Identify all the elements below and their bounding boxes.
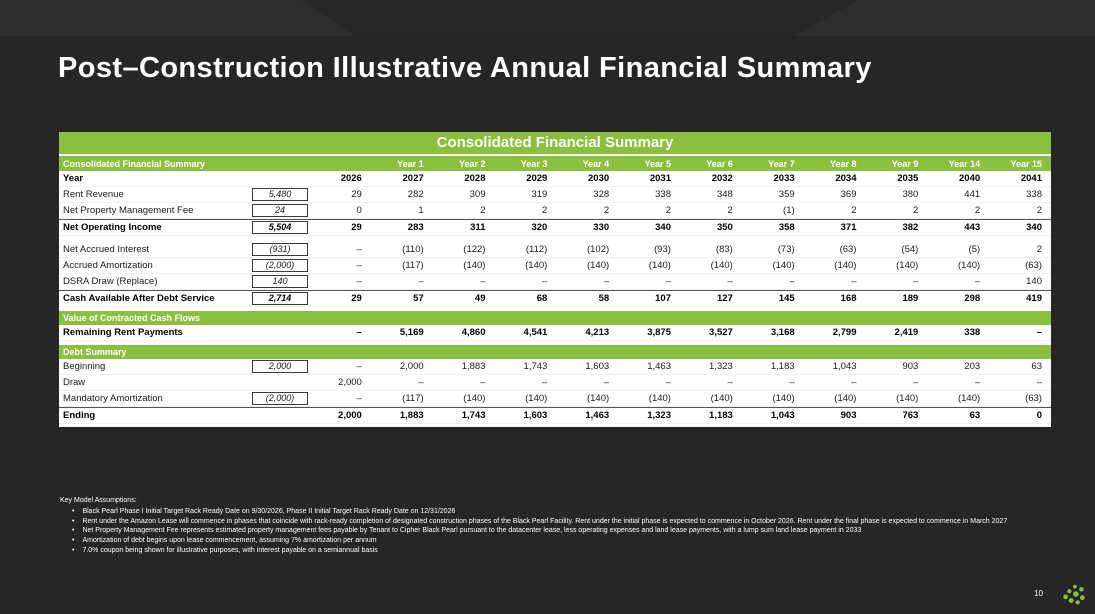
assumption-bullet: • Net Property Management Fee represents estimated property management fees payable by Tenant to Cipher Black Pearl pursuant to the datacenter lease, less operating expenses and land lease payments, with a lump sum land lease payment in 2033 — [60, 526, 1050, 536]
assumption-bullet: • Black Pearl Phase I Initial Target Rack Ready Date on 9/30/2026, Phase II Initial Target Rack Ready Date on 12/31/2026 — [60, 507, 1050, 517]
value-cell: 29 — [351, 189, 362, 200]
value-cell: – — [974, 276, 981, 287]
value-cell: – — [542, 377, 548, 388]
value-cell: 903 — [840, 410, 857, 421]
financial-summary-panel — [59, 132, 1051, 427]
value-cell: 1,883 — [399, 410, 424, 421]
year-column-header: Year 8 — [829, 158, 857, 169]
value-cell: 1,323 — [709, 361, 733, 372]
assumptions-list — [60, 507, 1050, 556]
value-cell: 338 — [964, 327, 981, 338]
value-cell: – — [418, 377, 424, 388]
value-cell: 282 — [407, 189, 424, 200]
value-cell: 4,541 — [523, 327, 548, 338]
value-cell: (63) — [839, 244, 857, 255]
table-header-label: Consolidated Financial Summary — [63, 158, 206, 169]
value-cell: 350 — [716, 222, 733, 233]
value-cell: 3,875 — [647, 327, 671, 338]
value-cell: 49 — [474, 293, 486, 304]
year-column-header: Year 1 — [397, 158, 424, 169]
assumption-box: 5,504 — [252, 221, 308, 234]
year-column-header: Year 15 — [1010, 158, 1042, 169]
value-cell: (112) — [525, 244, 548, 255]
value-cell: 29 — [351, 293, 362, 304]
value-cell: 338 — [1026, 189, 1042, 200]
value-cell: 903 — [902, 361, 919, 372]
cipher-logo-icon — [1061, 581, 1087, 607]
value-cell: 380 — [902, 189, 919, 200]
value-cell: (140) — [896, 393, 919, 404]
value-cell: 2032 — [711, 173, 733, 184]
value-cell: – — [1036, 377, 1042, 388]
value-cell: 1,043 — [770, 410, 795, 421]
table-row — [59, 242, 1051, 258]
year-column-header: Year 2 — [458, 158, 486, 169]
year-column-header: Year 4 — [582, 158, 610, 169]
value-cell: – — [542, 276, 548, 287]
table-row — [59, 203, 1051, 219]
assumption-cell — [251, 243, 309, 256]
value-cell: 319 — [531, 189, 548, 200]
row-label: Remaining Rent Payments — [63, 327, 183, 338]
year-column-header: Year 3 — [520, 158, 548, 169]
assumption-cell — [251, 360, 309, 373]
value-cell: (140) — [896, 260, 919, 271]
assumption-box: (931) — [252, 243, 308, 256]
row-label: Net Operating Income — [63, 222, 162, 233]
value-cell: 1,603 — [585, 361, 610, 372]
value-cell: 63 — [1031, 361, 1042, 372]
table-row — [59, 325, 1051, 341]
row-label: Ending — [63, 410, 96, 421]
value-cell: 441 — [964, 189, 981, 200]
value-cell: 58 — [598, 293, 610, 304]
table-row — [59, 187, 1051, 203]
value-cell: (63) — [1025, 260, 1042, 271]
value-cell: (140) — [772, 260, 795, 271]
value-cell: (140) — [834, 260, 857, 271]
value-cell: 298 — [964, 293, 981, 304]
assumption-box: 24 — [252, 204, 308, 217]
value-cell: 2,000 — [338, 377, 362, 388]
value-cell: 369 — [840, 189, 857, 200]
year-column-header: Year 6 — [706, 158, 733, 169]
value-cell: (140) — [772, 393, 795, 404]
value-cell: – — [913, 276, 919, 287]
value-cell: 1,463 — [585, 410, 610, 421]
assumption-cell — [251, 275, 309, 288]
value-cell: (140) — [710, 260, 733, 271]
value-cell: 1,603 — [523, 410, 548, 421]
value-cell: 1,323 — [647, 410, 671, 421]
value-cell: – — [665, 276, 671, 287]
table-row — [59, 407, 1051, 424]
value-cell: – — [851, 377, 857, 388]
value-cell: 57 — [413, 293, 424, 304]
value-cell: – — [913, 377, 919, 388]
value-cell: – — [356, 361, 362, 372]
value-cell: – — [727, 276, 733, 287]
value-cell: (140) — [957, 260, 981, 271]
value-cell: 2041 — [1020, 173, 1042, 184]
value-cell: – — [356, 244, 362, 255]
table-row — [59, 290, 1051, 307]
assumption-cell — [251, 392, 309, 405]
value-cell: (140) — [710, 393, 733, 404]
value-cell: 1,043 — [832, 361, 857, 372]
value-cell: 107 — [655, 293, 671, 304]
value-cell: 1,463 — [647, 361, 671, 372]
year-column-header: Year 9 — [891, 158, 919, 169]
table-row — [59, 375, 1051, 391]
value-cell: 2034 — [835, 173, 857, 184]
year-column-header: Year 7 — [768, 158, 795, 169]
row-label: Net Property Management Fee — [63, 205, 194, 216]
value-cell: 63 — [969, 410, 981, 421]
value-cell: 29 — [351, 222, 362, 233]
value-cell: – — [1036, 327, 1042, 338]
value-cell: (140) — [525, 393, 548, 404]
assumption-box: 140 — [252, 275, 308, 288]
value-cell: 2 — [1036, 205, 1042, 216]
value-cell: 2031 — [649, 173, 671, 184]
value-cell: 309 — [469, 189, 486, 200]
value-cell: (102) — [586, 244, 610, 255]
table-header-row — [59, 156, 1051, 171]
value-cell: 2,419 — [894, 327, 919, 338]
value-cell: (140) — [957, 393, 981, 404]
value-cell: 2040 — [959, 173, 981, 184]
value-cell: (140) — [648, 393, 671, 404]
year-column-header: Year 14 — [948, 158, 981, 169]
value-cell: 2 — [727, 205, 733, 216]
table-row — [59, 359, 1051, 375]
value-cell: 5,169 — [399, 327, 424, 338]
value-cell: 348 — [716, 189, 733, 200]
assumption-cell — [251, 188, 309, 201]
value-cell: (117) — [402, 260, 424, 271]
value-cell: 340 — [655, 222, 671, 233]
value-cell: – — [356, 327, 362, 338]
value-cell: 127 — [716, 293, 733, 304]
value-cell: 371 — [840, 222, 857, 233]
value-cell: 358 — [778, 222, 795, 233]
table-row — [59, 391, 1051, 407]
value-cell: 2 — [665, 205, 671, 216]
value-cell: 168 — [840, 293, 857, 304]
section-banner: Debt Summary — [59, 345, 1051, 359]
value-cell: 443 — [964, 222, 981, 233]
value-cell: (140) — [463, 393, 486, 404]
assumption-box: (2,000) — [252, 259, 308, 272]
value-cell: – — [789, 377, 795, 388]
value-cell: (63) — [1025, 393, 1042, 404]
value-cell: 320 — [531, 222, 548, 233]
table-body — [59, 171, 1051, 424]
assumption-box: (2,000) — [252, 392, 308, 405]
value-cell: – — [789, 276, 795, 287]
row-label: Net Accrued Interest — [63, 244, 150, 255]
assumption-cell — [251, 221, 309, 234]
row-label: Rent Revenue — [63, 189, 124, 200]
slide-title: Post–Construction Illustrative Annual Financial Summary — [58, 52, 872, 84]
row-label: DSRA Draw (Replace) — [63, 276, 158, 287]
value-cell: (122) — [463, 244, 486, 255]
value-cell: (93) — [654, 244, 671, 255]
value-cell: 2,000 — [399, 361, 424, 372]
value-cell: (54) — [901, 244, 919, 255]
value-cell: 2 — [1036, 244, 1042, 255]
assumption-box: 2,000 — [252, 360, 308, 373]
value-cell: 2 — [851, 205, 857, 216]
value-cell: 2030 — [588, 173, 610, 184]
value-cell: 1,743 — [523, 361, 548, 372]
assumption-bullet: • Amortization of debt begins upon lease commencement, assuming 7% amortization per annum — [60, 536, 1050, 546]
value-cell: 2 — [480, 205, 486, 216]
value-cell: (140) — [834, 393, 857, 404]
value-cell: 189 — [902, 293, 919, 304]
section-banner: Value of Contracted Cash Flows — [59, 311, 1051, 325]
value-cell: – — [356, 260, 362, 271]
row-label: Cash Available After Debt Service — [63, 293, 215, 304]
value-cell: – — [665, 377, 671, 388]
page-number: 10 — [1034, 589, 1043, 598]
value-cell: 419 — [1026, 293, 1042, 304]
value-cell: 4,213 — [585, 327, 610, 338]
value-cell: 2028 — [464, 173, 486, 184]
value-cell: 283 — [407, 222, 424, 233]
value-cell: 0 — [1036, 410, 1042, 421]
table-title: Consolidated Financial Summary — [59, 132, 1051, 154]
value-cell: – — [480, 377, 486, 388]
value-cell: 2026 — [340, 173, 362, 184]
table-row — [59, 274, 1051, 290]
row-label: Beginning — [63, 361, 106, 372]
assumptions-title: Key Model Assumptions: — [60, 497, 137, 504]
value-cell: 2027 — [402, 173, 424, 184]
value-cell: 4,860 — [461, 327, 486, 338]
assumption-box: 2,714 — [252, 292, 308, 305]
value-cell: 340 — [1026, 222, 1042, 233]
assumption-cell — [251, 259, 309, 272]
value-cell: 2 — [603, 205, 610, 216]
value-cell: 338 — [655, 189, 671, 200]
value-cell: – — [356, 393, 362, 404]
table-row — [59, 258, 1051, 274]
value-cell: 1,183 — [709, 410, 733, 421]
assumption-cell — [251, 204, 309, 217]
value-cell: 140 — [1026, 276, 1042, 287]
value-cell: – — [356, 276, 362, 287]
value-cell: (1) — [783, 205, 795, 216]
value-cell: – — [418, 276, 424, 287]
value-cell: (140) — [463, 260, 486, 271]
value-cell: – — [603, 377, 610, 388]
value-cell: 311 — [470, 222, 486, 233]
value-cell: 2 — [913, 205, 919, 216]
row-label: Year — [63, 173, 84, 184]
value-cell: 3,527 — [709, 327, 733, 338]
value-cell: 2035 — [897, 173, 919, 184]
value-cell: 330 — [593, 222, 610, 233]
value-cell: – — [480, 276, 486, 287]
value-cell: 2029 — [526, 173, 548, 184]
value-cell: (110) — [402, 244, 424, 255]
value-cell: (73) — [777, 244, 795, 255]
value-cell: (140) — [525, 260, 548, 271]
table-row — [59, 171, 1051, 187]
value-cell: 382 — [902, 222, 919, 233]
value-cell: (83) — [715, 244, 733, 255]
value-cell: – — [851, 276, 857, 287]
value-cell: (140) — [586, 393, 610, 404]
assumption-box: 5,480 — [252, 188, 308, 201]
header-decoration — [300, 0, 860, 36]
value-cell: – — [974, 377, 981, 388]
year-column-header: Year 5 — [644, 158, 671, 169]
value-cell: 328 — [593, 189, 610, 200]
value-cell: 145 — [778, 293, 795, 304]
value-cell: 2033 — [773, 173, 795, 184]
row-label: Accrued Amortization — [63, 260, 153, 271]
value-cell: 1 — [418, 205, 424, 216]
value-cell: (117) — [402, 393, 424, 404]
value-cell: (5) — [968, 244, 981, 255]
value-cell: 763 — [902, 410, 919, 421]
assumption-cell — [251, 292, 309, 305]
value-cell: 1,183 — [770, 361, 795, 372]
key-model-assumptions — [60, 496, 1050, 556]
value-cell: 2 — [974, 205, 981, 216]
assumption-bullet: • Rent under the Amazon Lease will commence in phases that coincide with rack-ready completion of designated construction phases of the Black Pearl Facility. Rent under the initial phase is expected to commence in October 2026. Rent under the final phase is expected to commence in March 2027 — [60, 517, 1050, 527]
value-cell: 3,168 — [770, 327, 795, 338]
value-cell: – — [727, 377, 733, 388]
value-cell: 1,743 — [461, 410, 486, 421]
value-cell: 203 — [964, 361, 981, 372]
row-label: Mandatory Amortization — [63, 393, 163, 404]
value-cell: 2 — [542, 205, 548, 216]
value-cell: 2,799 — [832, 327, 857, 338]
value-cell: 2,000 — [338, 410, 362, 421]
value-cell: 1,883 — [461, 361, 486, 372]
value-cell: 359 — [778, 189, 795, 200]
assumption-bullet: • 7.0% coupon being shown for illustrative purposes, with interest payable on a semiannual basis — [60, 546, 1050, 556]
value-cell: (140) — [586, 260, 610, 271]
value-cell: 0 — [356, 205, 362, 216]
row-label: Draw — [63, 377, 86, 388]
value-cell: (140) — [648, 260, 671, 271]
table-row — [59, 219, 1051, 236]
value-cell: – — [603, 276, 610, 287]
value-cell: 68 — [536, 293, 548, 304]
